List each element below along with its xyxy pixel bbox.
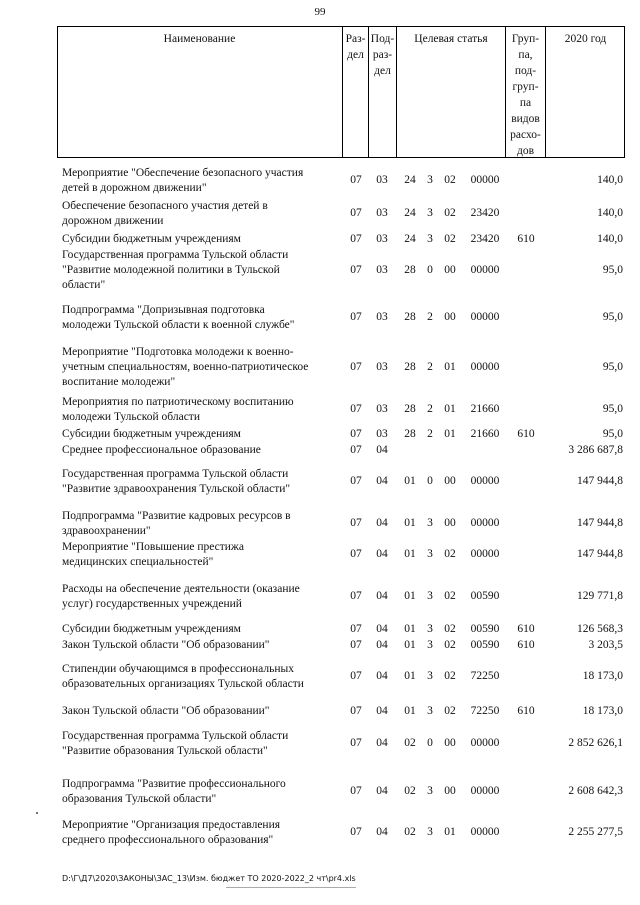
cell-razdel: 07 [350,403,362,415]
row-name: Государственная программа Тульской области "Развитие здравоохранения Тульской области" [62,468,291,495]
cell-podrazdel: 03 [376,233,388,245]
cell-osn: 01 [444,361,456,373]
cell-podprog: 0 [427,264,433,276]
row-name: Среднее профессиональное образование [62,444,261,456]
cell-prog: 01 [404,639,416,651]
header-razdel: Раз- дел [345,33,366,61]
header-tselevaya-statya: Целевая статья [414,33,488,45]
cell-osn: 02 [444,207,456,219]
cell-podrazdel: 03 [376,428,388,440]
cell-razdel: 07 [350,705,362,717]
cell-razdel: 07 [350,517,362,529]
cell-osn: 00 [444,737,456,749]
cell-podrazdel: 04 [376,517,388,529]
cell-osn: 02 [444,623,456,635]
cell-osn: 02 [444,174,456,186]
cell-prog: 28 [404,264,416,276]
cell-sum: 95,0 [602,428,623,440]
cell-razdel: 07 [350,207,362,219]
cell-osn: 01 [444,403,456,415]
cell-sum: 95,0 [602,403,623,415]
cell-razdel: 07 [350,444,362,456]
row-name: Субсидии бюджетным учреждениям [62,233,241,245]
cell-podprog: 3 [427,670,433,682]
scan-dot [36,812,38,814]
row-name: Подпрограмма "Развитие профессионального образования Тульской области" [62,778,286,805]
cell-prog: 24 [404,174,416,186]
cell-podrazdel: 04 [376,826,388,838]
cell-sum: 126 568,3 [577,623,623,635]
header-name: Наименование [163,33,236,45]
cell-sum: 147 944,8 [577,548,623,560]
cell-razdel: 07 [350,737,362,749]
cell-napr: 00000 [470,785,500,797]
row-name: Государственная программа Тульской области "Развитие молодежной политики в Тульской области" [62,249,289,291]
cell-sum: 3 286 687,8 [568,444,623,456]
cell-podrazdel: 03 [376,403,388,415]
cell-napr: 21660 [470,428,500,440]
cell-podrazdel: 04 [376,705,388,717]
cell-prog: 28 [404,428,416,440]
row-name: Закон Тульской области "Об образовании" [62,705,270,717]
cell-podrazdel: 04 [376,548,388,560]
page-number: 99 [314,6,326,18]
cell-razdel: 07 [350,639,362,651]
cell-razdel: 07 [350,623,362,635]
cell-sum: 18 173,0 [582,670,623,682]
cell-sum: 140,0 [597,233,623,245]
footer-rule [226,887,356,888]
cell-podprog: 0 [427,737,433,749]
cell-razdel: 07 [350,475,362,487]
row-name: Субсидии бюджетным учреждениям [62,623,241,635]
header-podrazdel: Под- раз- дел [370,33,395,77]
cell-osn: 02 [444,590,456,602]
cell-sum: 2 852 626,1 [568,737,623,749]
cell-podrazdel: 03 [376,361,388,373]
cell-prog: 28 [404,311,416,323]
cell-osn: 00 [444,311,456,323]
cell-podprog: 2 [427,361,433,373]
cell-prog: 24 [404,207,416,219]
cell-podprog: 2 [427,428,433,440]
cell-sum: 2 255 277,5 [568,826,623,838]
cell-sum: 3 203,5 [588,639,623,651]
cell-podprog: 3 [427,174,433,186]
cell-vid: 610 [517,639,535,651]
cell-osn: 01 [444,826,456,838]
cell-prog: 01 [404,590,416,602]
cell-razdel: 07 [350,264,362,276]
cell-podrazdel: 04 [376,444,388,456]
row-name: Мероприятие "Повышение престижа медицинских специальностей" [62,541,244,568]
cell-prog: 02 [404,785,416,797]
cell-podprog: 3 [427,590,433,602]
cell-podrazdel: 04 [376,623,388,635]
cell-napr: 23420 [470,207,500,219]
cell-prog: 01 [404,705,416,717]
cell-napr: 00590 [470,639,500,651]
row-name: Мероприятие "Организация предоставления среднего профессионального образования" [62,819,281,846]
row-name: Мероприятие "Подготовка молодежи к военно- учетным специальностям, военно-патриотическое воспитание молодежи" [62,346,309,388]
cell-razdel: 07 [350,785,362,797]
cell-osn: 00 [444,785,456,797]
cell-osn: 02 [444,233,456,245]
cell-napr: 00000 [470,264,500,276]
cell-podprog: 2 [427,403,433,415]
cell-sum: 140,0 [597,174,623,186]
cell-podrazdel: 03 [376,264,388,276]
cell-vid: 610 [517,623,535,635]
cell-napr: 00000 [470,361,500,373]
cell-napr: 00000 [470,475,500,487]
cell-napr: 00000 [470,548,500,560]
cell-osn: 01 [444,428,456,440]
cell-napr: 00000 [470,737,500,749]
row-name: Обеспечение безопасного участия детей в дорожном движении [62,200,268,227]
cell-prog: 01 [404,623,416,635]
cell-podprog: 3 [427,517,433,529]
cell-osn: 02 [444,639,456,651]
cell-prog: 01 [404,517,416,529]
cell-podrazdel: 04 [376,639,388,651]
cell-sum: 147 944,8 [577,475,623,487]
cell-napr: 00000 [470,311,500,323]
cell-napr: 72250 [470,670,500,682]
cell-napr: 21660 [470,403,500,415]
cell-razdel: 07 [350,428,362,440]
row-name: Закон Тульской области "Об образовании" [62,639,270,651]
cell-podprog: 3 [427,785,433,797]
row-name: Расходы на обеспечение деятельности (оказание услуг) государственных учреждений [62,583,300,610]
cell-sum: 2 608 642,3 [568,785,623,797]
cell-vid: 610 [517,233,535,245]
header-year: 2020 год [564,33,607,45]
cell-napr: 00000 [470,517,500,529]
cell-razdel: 07 [350,590,362,602]
cell-prog: 01 [404,475,416,487]
cell-prog: 02 [404,826,416,838]
cell-sum: 95,0 [602,311,623,323]
row-name: Мероприятие "Обеспечение безопасного участия детей в дорожном движении" [62,167,304,194]
cell-napr: 00590 [470,623,500,635]
cell-prog: 24 [404,233,416,245]
cell-podprog: 2 [427,311,433,323]
cell-podrazdel: 04 [376,590,388,602]
cell-podprog: 3 [427,623,433,635]
cell-osn: 00 [444,264,456,276]
cell-prog: 01 [404,670,416,682]
cell-napr: 00590 [470,590,500,602]
cell-razdel: 07 [350,670,362,682]
cell-podprog: 3 [427,826,433,838]
cell-prog: 02 [404,737,416,749]
cell-osn: 02 [444,705,456,717]
cell-podrazdel: 04 [376,475,388,487]
cell-prog: 01 [404,548,416,560]
cell-razdel: 07 [350,233,362,245]
cell-sum: 95,0 [602,361,623,373]
cell-sum: 18 173,0 [582,705,623,717]
cell-podrazdel: 04 [376,737,388,749]
cell-podprog: 3 [427,207,433,219]
row-name: Подпрограмма "Допризывная подготовка молодежи Тульской области к военной службе" [62,304,295,331]
cell-razdel: 07 [350,826,362,838]
row-name: Стипендии обучающимся в профессиональных образовательных организациях Тульской области [62,663,304,690]
cell-napr: 00000 [470,174,500,186]
cell-podrazdel: 03 [376,174,388,186]
row-name: Мероприятия по патриотическому воспитанию молодежи Тульской области [62,396,294,423]
cell-razdel: 07 [350,361,362,373]
cell-napr: 23420 [470,233,500,245]
cell-sum: 140,0 [597,207,623,219]
cell-podrazdel: 03 [376,207,388,219]
row-name: Субсидии бюджетным учреждениям [62,428,241,440]
footer-file-path: D:\Г\Д7\2020\ЗАКОНЫ\ЗАС_13\Изм. бюджет ТО 2020-2022_2 чт\pr4.xls [62,874,356,883]
cell-podrazdel: 03 [376,311,388,323]
cell-podprog: 3 [427,639,433,651]
cell-podprog: 3 [427,233,433,245]
cell-sum: 95,0 [602,264,623,276]
cell-osn: 02 [444,548,456,560]
cell-napr: 00000 [470,826,500,838]
header-vid-raskhodov: Груп- па, под- груп- па видов расхо- дов [510,33,541,157]
cell-podprog: 0 [427,475,433,487]
cell-razdel: 07 [350,548,362,560]
cell-prog: 28 [404,403,416,415]
row-name: Государственная программа Тульской области "Развитие образования Тульской области" [62,730,289,757]
row-name: Подпрограмма "Развитие кадровых ресурсов в здравоохранении" [62,510,291,537]
cell-podrazdel: 04 [376,670,388,682]
cell-sum: 147 944,8 [577,517,623,529]
cell-osn: 00 [444,475,456,487]
cell-prog: 28 [404,361,416,373]
cell-podprog: 3 [427,548,433,560]
cell-razdel: 07 [350,174,362,186]
cell-osn: 00 [444,517,456,529]
cell-napr: 72250 [470,705,500,717]
cell-podrazdel: 04 [376,785,388,797]
cell-sum: 129 771,8 [577,590,623,602]
cell-osn: 02 [444,670,456,682]
cell-podprog: 3 [427,705,433,717]
cell-vid: 610 [517,705,535,717]
cell-vid: 610 [517,428,535,440]
cell-razdel: 07 [350,311,362,323]
